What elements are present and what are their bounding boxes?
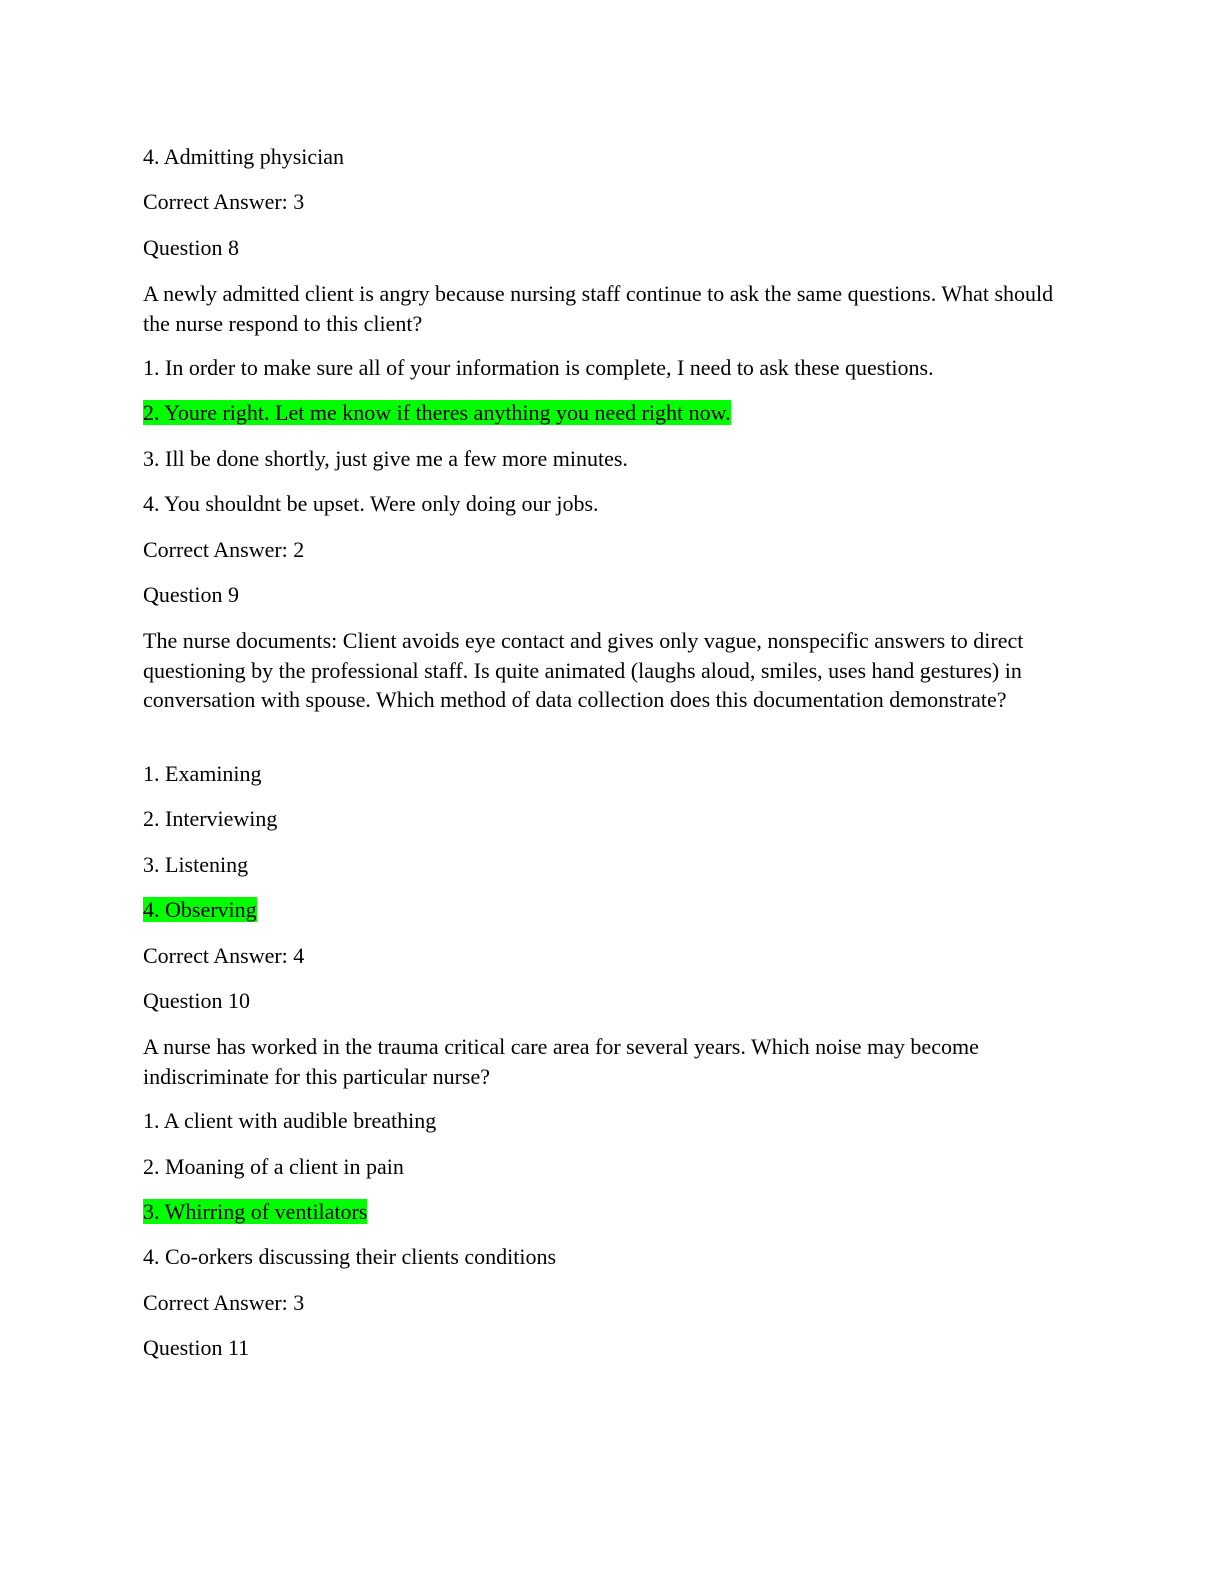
q8-option-3: 3. Ill be done shortly, just give me a few more minutes. bbox=[143, 446, 628, 471]
q8-option-4: 4. You shouldnt be upset. Were only doing our jobs. bbox=[143, 491, 599, 516]
q10-option-4: 4. Co-orkers discussing their clients conditions bbox=[143, 1244, 557, 1269]
q9-option-3: 3. Listening bbox=[143, 852, 249, 877]
q9-option-2: 2. Interviewing bbox=[143, 806, 278, 831]
q10-option-3-highlighted bbox=[143, 1197, 367, 1227]
q10-heading: Question 10 bbox=[143, 988, 250, 1013]
answer-highlight: 2. Youre right. Let me know if theres anything you need right now. bbox=[143, 400, 731, 425]
q7-correct-answer: Correct Answer: 3 bbox=[143, 189, 305, 214]
q8-correct-answer: Correct Answer: 2 bbox=[143, 537, 305, 562]
q9-correct-answer: Correct Answer: 4 bbox=[143, 943, 305, 968]
q11-heading: Question 11 bbox=[143, 1335, 250, 1360]
q10-option-1: 1. A client with audible breathing bbox=[143, 1108, 437, 1133]
q10-correct-answer: Correct Answer: 3 bbox=[143, 1290, 305, 1315]
q10-text: A nurse has worked in the trauma critical care area for several years. Which noise may become indiscriminate for this particular nurse? bbox=[143, 1034, 979, 1089]
q9-option-4-highlighted bbox=[143, 895, 257, 925]
answer-highlight: 4. Observing bbox=[143, 897, 257, 922]
q7-option-4: 4. Admitting physician bbox=[143, 144, 345, 169]
q8-text: A newly admitted client is angry because nursing staff continue to ask the same questions. What should the nurse respond to this client? bbox=[143, 281, 1054, 336]
q8-option-2-highlighted bbox=[143, 398, 731, 428]
q9-option-1: 1. Examining bbox=[143, 761, 262, 786]
answer-highlight: 3. Whirring of ventilators bbox=[143, 1199, 368, 1224]
q8-option-1: 1. In order to make sure all of your information is complete, I need to ask these questions. bbox=[143, 355, 934, 380]
q9-text: The nurse documents: Client avoids eye contact and gives only vague, nonspecific answers to direct questioning by the professional staff. Is quite animated (laughs aloud, smiles, uses hand gestures) in conversation with spouse. Which method of data collection does this documentation demonstrate? bbox=[143, 628, 1024, 712]
q9-heading: Question 9 bbox=[143, 582, 239, 607]
q8-heading: Question 8 bbox=[143, 235, 239, 260]
q10-option-2: 2. Moaning of a client in pain bbox=[143, 1154, 404, 1179]
